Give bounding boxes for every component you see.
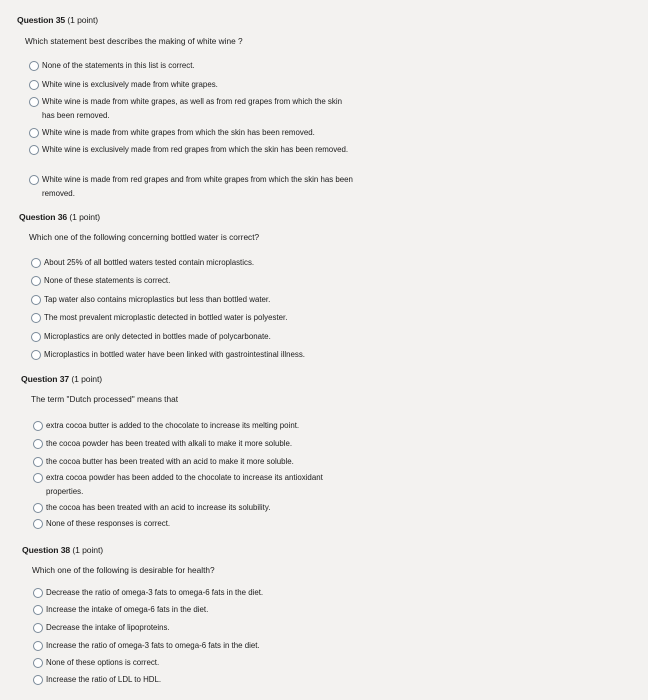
option-label: None of these responses is correct. <box>46 519 171 528</box>
answer-option[interactable] <box>29 98 349 122</box>
radio-button[interactable] <box>33 421 43 431</box>
question-prompt: Which one of the following is desirable for health? <box>32 565 215 575</box>
answer-option[interactable] <box>33 458 373 469</box>
question-prompt: Which one of the following concerning bottled water is correct? <box>29 232 260 242</box>
option-label: None of the statements in this list is correct. <box>42 61 195 70</box>
answer-option[interactable] <box>33 422 373 433</box>
option-label: None of these statements is correct. <box>44 276 171 285</box>
answer-option[interactable] <box>31 277 371 288</box>
option-label: Microplastics in bottled water have been linked with gastrointestinal illness. <box>44 350 305 359</box>
answer-option[interactable] <box>33 642 373 653</box>
radio-button[interactable] <box>33 519 43 529</box>
question-prompt: The term "Dutch processed" means that <box>31 394 179 404</box>
answer-option[interactable] <box>31 333 371 344</box>
radio-button[interactable] <box>29 145 39 155</box>
answer-option[interactable] <box>33 606 373 617</box>
option-label: The most prevalent microplastic detected in bottled water is polyester. <box>44 313 288 322</box>
option-label: the cocoa powder has been treated with alkali to make it more soluble. <box>46 439 293 448</box>
radio-button[interactable] <box>33 503 43 513</box>
radio-button[interactable] <box>29 80 39 90</box>
option-label: the cocoa has been treated with an acid to increase its solubility. <box>46 503 271 512</box>
option-label: the cocoa butter has been treated with an acid to make it more soluble. <box>46 457 294 466</box>
answer-option[interactable] <box>33 589 373 600</box>
radio-button[interactable] <box>33 623 43 633</box>
answer-option[interactable] <box>33 504 373 515</box>
answer-option[interactable] <box>31 351 371 362</box>
answer-option[interactable] <box>29 62 359 73</box>
question-title: Question 37 (1 point) <box>21 374 103 384</box>
question-title: Question 36 (1 point) <box>19 212 101 222</box>
option-label: Tap water also contains microplastics but less than bottled water. <box>44 295 271 304</box>
radio-button[interactable] <box>33 641 43 651</box>
radio-button[interactable] <box>33 439 43 449</box>
radio-button[interactable] <box>31 313 41 323</box>
radio-button[interactable] <box>29 128 39 138</box>
option-label: Increase the intake of omega-6 fats in the diet. <box>46 605 209 614</box>
question-title: Question 35 (1 point) <box>17 15 99 25</box>
question-title: Question 38 (1 point) <box>22 545 104 555</box>
answer-option[interactable] <box>31 259 371 270</box>
option-label: extra cocoa butter is added to the chocolate to increase its melting point. <box>46 421 300 430</box>
answer-option[interactable] <box>29 146 349 157</box>
answer-option[interactable] <box>29 176 359 200</box>
answer-option[interactable] <box>29 129 359 140</box>
radio-button[interactable] <box>33 658 43 668</box>
option-label: None of these options is correct. <box>46 658 160 667</box>
question-prompt: Which statement best describes the making of white wine ? <box>25 36 243 46</box>
radio-button[interactable] <box>31 350 41 360</box>
radio-button[interactable] <box>31 332 41 342</box>
radio-button[interactable] <box>31 258 41 268</box>
answer-option[interactable] <box>33 659 373 670</box>
answer-option[interactable] <box>33 474 353 498</box>
option-label: White wine is made from red grapes and from white grapes from which the skin has been removed. <box>42 175 353 198</box>
answer-option[interactable] <box>33 520 373 531</box>
radio-button[interactable] <box>31 295 41 305</box>
option-label: White wine is exclusively made from red grapes from which the skin has been removed. <box>42 145 349 154</box>
option-label: Increase the ratio of omega-3 fats to omega-6 fats in the diet. <box>46 641 260 650</box>
option-label: Decrease the ratio of omega-3 fats to omega-6 fats in the diet. <box>46 588 264 597</box>
option-label: extra cocoa powder has been added to the chocolate to increase its antioxidant properties. <box>46 473 323 496</box>
answer-option[interactable] <box>33 676 373 687</box>
answer-option[interactable] <box>31 314 371 325</box>
option-label: Decrease the intake of lipoproteins. <box>46 623 170 632</box>
radio-button[interactable] <box>33 473 43 483</box>
option-label: White wine is exclusively made from white grapes. <box>42 80 218 89</box>
option-label: About 25% of all bottled waters tested contain microplastics. <box>44 258 255 267</box>
radio-button[interactable] <box>33 675 43 685</box>
radio-button[interactable] <box>33 457 43 467</box>
answer-option[interactable] <box>33 624 373 635</box>
option-label: Increase the ratio of LDL to HDL. <box>46 675 162 684</box>
option-label: White wine is made from white grapes from which the skin has been removed. <box>42 128 315 137</box>
answer-option[interactable] <box>33 440 373 451</box>
radio-button[interactable] <box>29 97 39 107</box>
radio-button[interactable] <box>29 61 39 71</box>
answer-option[interactable] <box>31 296 371 307</box>
radio-button[interactable] <box>29 175 39 185</box>
answer-option[interactable] <box>29 81 359 92</box>
radio-button[interactable] <box>33 588 43 598</box>
option-label: Microplastics are only detected in bottles made of polycarbonate. <box>44 332 271 341</box>
option-label: White wine is made from white grapes, as well as from red grapes from which the skin has been removed. <box>42 97 342 120</box>
radio-button[interactable] <box>33 605 43 615</box>
radio-button[interactable] <box>31 276 41 286</box>
